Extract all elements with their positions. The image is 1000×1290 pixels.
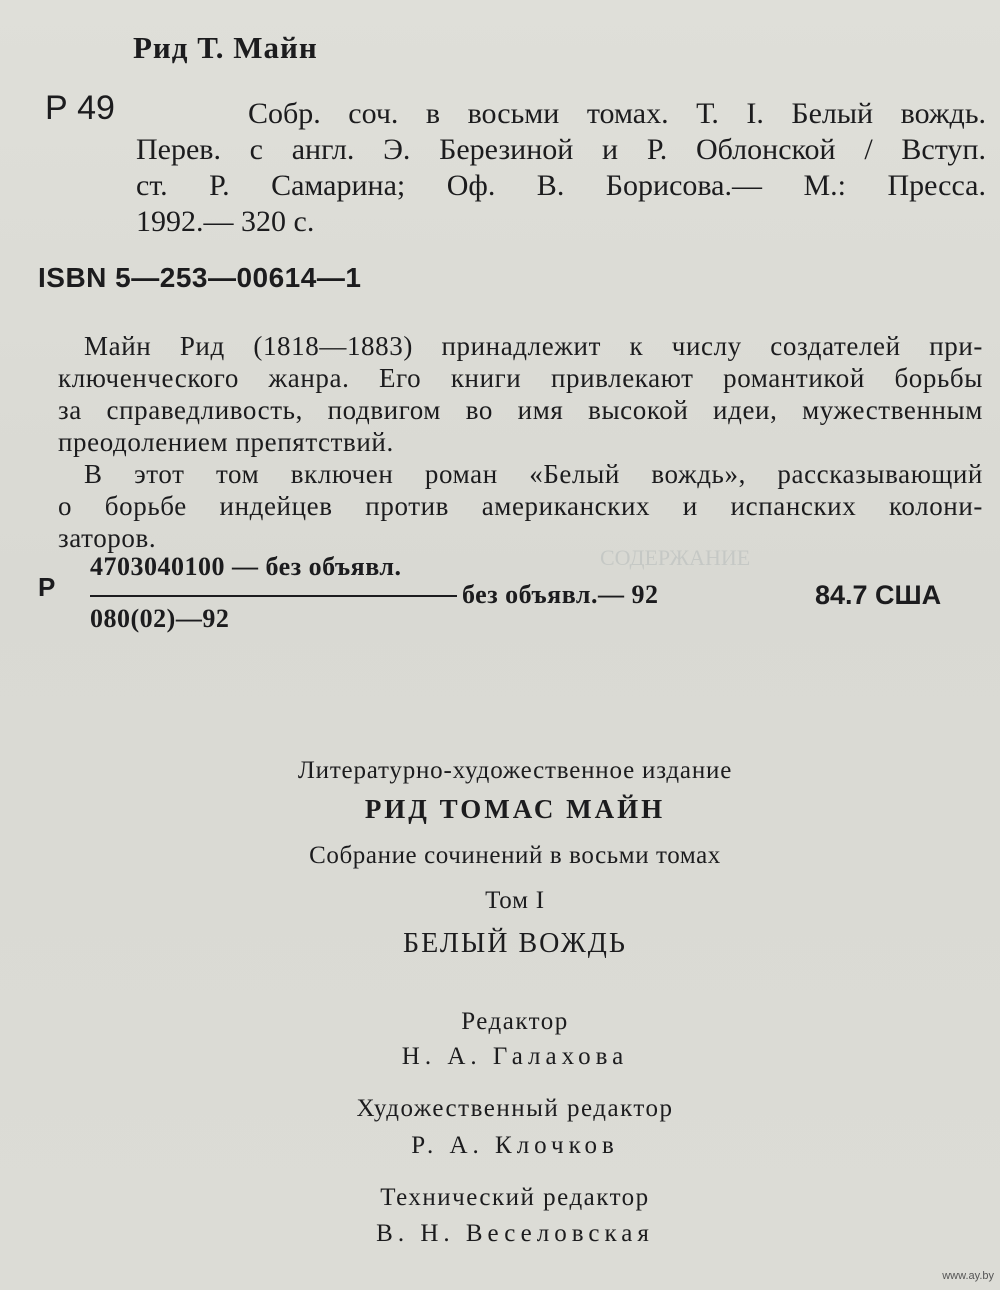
full-author: РИД ТОМАС МАЙН — [364, 794, 666, 824]
show-through-text: СОДЕРЖАНИЕ — [600, 545, 751, 570]
catalog-letter: Р — [38, 572, 56, 602]
annotation-line: ключенческого жанра. Его книги привлекают романтикой борьбы — [58, 363, 983, 393]
annotation-line: преодолением препятствий. — [58, 427, 394, 457]
book-title: БЕЛЫЙ ВОЖДЬ — [403, 928, 627, 959]
annotation-line: В этот том включен роман «Белый вождь», рассказывающий — [84, 459, 983, 489]
isbn: ISBN 5—253—00614—1 — [38, 262, 362, 293]
bbk-classification: 84.7 США — [815, 580, 942, 610]
tech-editor-role: Технический редактор — [380, 1184, 650, 1211]
annotation-line: о борьбе индейцев против американских и испанских колони- — [58, 491, 983, 521]
author-heading: Рид Т. Майн — [133, 30, 318, 65]
bibliographic-record — [136, 96, 986, 240]
edition-type: Литературно-художественное издание — [297, 757, 733, 784]
catalog-numerator: 4703040100 — без объявл. — [90, 552, 402, 581]
art-editor-name: Р. А. Клочков — [411, 1132, 619, 1159]
tech-editor-name: В. Н. Веселовская — [376, 1220, 654, 1247]
bib-line: Перев. с англ. Э. Березиной и Р. Облонской / Вступ. — [136, 133, 986, 166]
art-editor-role: Художественный редактор — [356, 1095, 674, 1122]
fraction-divider — [90, 595, 457, 597]
bib-line: 1992.— 320 с. — [136, 205, 315, 238]
editor-role: Редактор — [461, 1008, 569, 1035]
editor-name: Н. А. Галахова — [401, 1043, 629, 1070]
volume-number: Том I — [485, 887, 545, 914]
collection-title: Собрание сочинений в восьми томах — [309, 842, 721, 869]
catalog-denominator: 080(02)—92 — [90, 604, 230, 633]
annotation-line: Майн Рид (1818—1883) принадлежит к числу создателей при- — [84, 331, 983, 361]
annotation-line: за справедливость, подвигом во имя высокой идеи, мужественным — [58, 395, 983, 425]
library-code: Р 49 — [45, 89, 115, 127]
site-watermark: www.ay.by — [942, 1270, 994, 1282]
catalog-side: без объявл.— 92 — [462, 580, 659, 609]
annotation-line: заторов. — [58, 523, 157, 553]
bib-line: Собр. соч. в восьми томах. Т. I. Белый вождь. — [248, 97, 986, 130]
bib-line: ст. Р. Самарина; Оф. В. Борисова.— М.: Пресса. — [136, 169, 986, 202]
annotation — [58, 330, 983, 554]
